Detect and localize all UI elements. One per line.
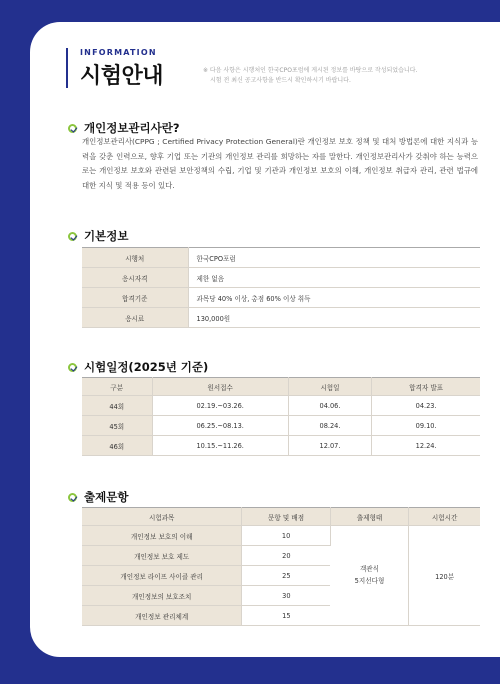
column-header: 구분 <box>82 378 152 396</box>
subject-name: 개인정보 보호 제도 <box>82 546 242 566</box>
question-count: 25 <box>242 566 330 586</box>
info-row <box>82 268 480 288</box>
page-title: 시험안내 <box>80 64 164 89</box>
info-value: 과목당 40% 이상, 총점 60% 이상 취득 <box>188 288 480 308</box>
header-accent-bar <box>66 48 68 88</box>
schedule-cell: 12.24. <box>372 436 480 456</box>
section-title-text: 출제문항 <box>84 490 129 504</box>
exam-format-line: 5지선다형 <box>354 576 385 585</box>
info-label: 시행처 <box>82 248 188 268</box>
info-row <box>82 308 480 328</box>
schedule-row <box>82 436 480 456</box>
section-title-exam <box>68 489 128 505</box>
info-label: 합격기준 <box>82 288 188 308</box>
exam-format <box>330 526 409 626</box>
section-title-basic <box>68 228 128 244</box>
notice-line: 시험 전 최신 공고사항을 반드시 확인하시기 바랍니다. <box>210 76 351 84</box>
schedule-cell: 04.23. <box>372 396 480 416</box>
schedule-cell: 10.15.~11.26. <box>152 436 288 456</box>
schedule-header-row <box>82 378 480 396</box>
subject-name: 개인정보 보호의 이해 <box>82 526 242 546</box>
subject-name: 개인정보 관리체계 <box>82 606 242 626</box>
column-header: 시험일 <box>288 378 371 396</box>
exam-format-line: 객관식 <box>359 565 380 574</box>
exam-header-row <box>82 508 480 526</box>
schedule-cell: 02.19.~03.26. <box>152 396 288 416</box>
subject-name: 개인정보의 보호조치 <box>82 586 242 606</box>
subject-name: 개인정보 라이프 사이클 관리 <box>82 566 242 586</box>
round-label: 45회 <box>82 416 152 436</box>
column-header: 시험시간 <box>409 508 480 526</box>
check-circle-icon <box>68 363 77 372</box>
notice-text <box>203 66 473 86</box>
schedule-cell: 08.24. <box>288 416 371 436</box>
schedule-row <box>82 416 480 436</box>
column-header: 문항 및 배점 <box>242 508 330 526</box>
round-label: 44회 <box>82 396 152 416</box>
info-label: 응시자격 <box>82 268 188 288</box>
schedule-cell: 04.06. <box>288 396 371 416</box>
section-title-schedule <box>68 359 208 375</box>
section-title-text: 시험일정(2025년 기준) <box>84 360 209 374</box>
section-title-text: 기본정보 <box>84 229 129 243</box>
column-header: 원서접수 <box>152 378 288 396</box>
question-count: 15 <box>242 606 330 626</box>
exam-time: 120분 <box>409 526 480 626</box>
question-count: 10 <box>242 526 330 546</box>
notice-line: ※ 다음 사항은 시행처인 한국CPO포럼에 게시된 정보를 바탕으로 작성되었습니다. <box>203 67 418 74</box>
section-title-text: 개인정보관리사란? <box>84 121 180 135</box>
info-row <box>82 248 480 268</box>
info-value: 제한 없음 <box>188 268 480 288</box>
section-title-intro <box>68 120 180 136</box>
column-header: 출제형태 <box>330 508 409 526</box>
intro-paragraph: 개인정보관리사(CPPG ; Certified Privacy Protection General)란 개인정보 보호 정책 및 대처 방법론에 대한 지식과 능력을 갖춘 인력으로, 향후 기업 또는 기관의 개인정보 관리를 희망하는 자를 말한다. 개인정보관리사가 갖춰야 하는 능력으로는 개인정보 보호와 관련된 보안정책의 수립, 기업 및 기관과 개인정보 보호의 이해, 개인정보 취급자 관리, 관련 법규에 대한 지식 및 적용 등이 있다. <box>82 137 478 190</box>
round-label: 46회 <box>82 436 152 456</box>
check-circle-icon <box>68 493 77 502</box>
info-value: 한국CPO포럼 <box>188 248 480 268</box>
schedule-cell: 12.07. <box>288 436 371 456</box>
question-count: 30 <box>242 586 330 606</box>
check-circle-icon <box>68 124 77 133</box>
schedule-row <box>82 396 480 416</box>
schedule-cell: 06.25.~08.13. <box>152 416 288 436</box>
info-row <box>82 288 480 308</box>
question-count: 20 <box>242 546 330 566</box>
document-page <box>30 22 500 657</box>
schedule-table <box>82 377 480 456</box>
exam-row <box>82 526 480 546</box>
info-label: 응시료 <box>82 308 188 328</box>
info-value: 130,000원 <box>188 308 480 328</box>
check-circle-icon <box>68 232 77 241</box>
column-header: 시험과목 <box>82 508 242 526</box>
header-subtitle: INFORMATION <box>80 48 157 57</box>
basic-info-table <box>82 247 480 328</box>
column-header: 합격자 발표 <box>372 378 480 396</box>
exam-table <box>82 507 480 626</box>
schedule-cell: 09.10. <box>372 416 480 436</box>
